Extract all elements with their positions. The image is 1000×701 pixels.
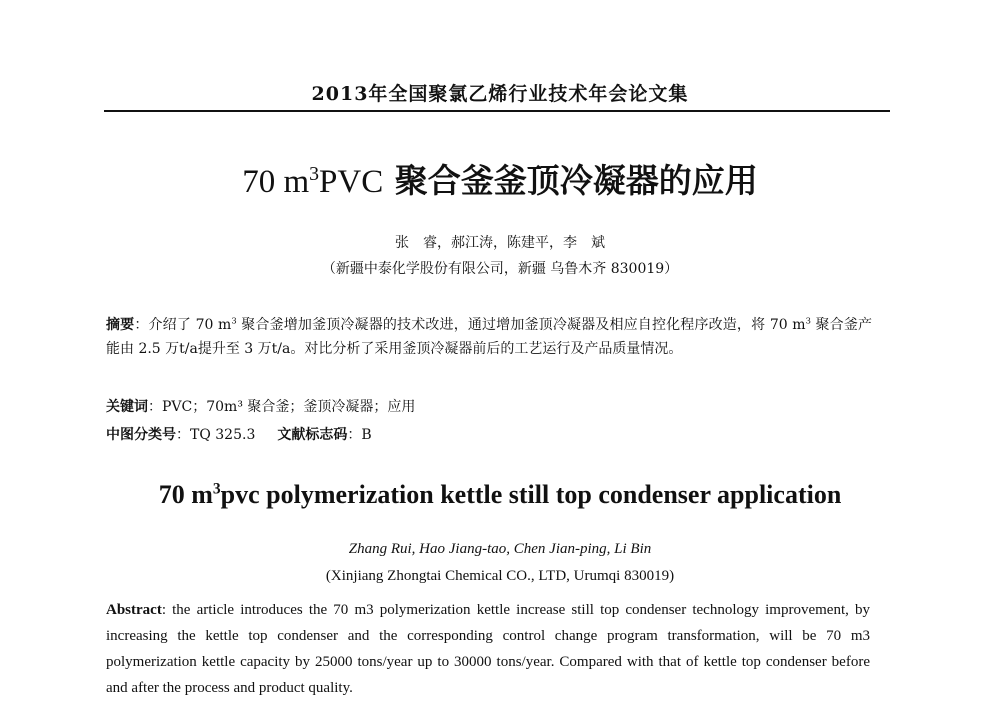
keywords-sep: ： [148,399,162,415]
chinese-abstract-text-b: 聚合釜增加釜顶冷凝器的技术改进，通过增加釜顶冷凝器及相应自控化程序改造，将 70 m [236,317,806,333]
keywords-text: PVC；70m³ 聚合釜；釜顶冷凝器；应用 [162,399,416,415]
classification-sep: ： [176,427,190,443]
classification-value: TQ 325.3 [190,427,256,443]
english-title-prefix: 70 m [158,480,213,509]
chinese-title [0,155,1000,202]
chinese-title-pvc: PVC [319,164,384,200]
english-affiliation: (Xinjiang Zhongtai Chemical CO., LTD, Urumqi 830019) [325,568,675,584]
chinese-abstract-label: 摘要 [106,317,135,333]
chinese-title-prefix: 70 m [242,164,310,200]
keywords-label: 关键词 [106,399,148,415]
english-title [0,480,1000,510]
header-rule [104,110,890,112]
chinese-abstract-text-a: 介绍了 70 m [148,317,232,333]
chinese-abstract-sup2: 3 [805,315,811,326]
document-code-label: 文献标志码 [277,427,348,443]
chinese-affiliation: （新疆中泰化学股份有限公司，新疆 乌鲁木齐 830019） [321,261,679,277]
chinese-title-sup: 3 [309,163,320,185]
chinese-abstract-text-c: 聚合釜产能由 2.5 万t/a提升至 3 万t/a。对比分析了采用釜顶冷凝器前后的工艺运行及产品质量情况。 [106,317,873,357]
english-title-sup: 3 [212,480,221,498]
english-abstract-text: the article introduces the 70 m3 polymerization kettle increase still top condenser technology improvement, by increasing the kettle top condenser and the corresponding control change program transformation, will be 70 m3 polymerization kettle capacity by 25000 tons/year up to 30000 tons/year. Compared with that of kettle top condenser before and after the process and product quality. [106,602,870,696]
chinese-title-text: 聚合釜釜顶冷凝器的应用 [383,161,758,200]
chinese-abstract-sep: ： [134,317,149,333]
running-header: 2013年全国聚氯乙烯行业技术年会论文集 [311,83,689,105]
document-code-value: B [361,427,372,443]
english-abstract-label: Abstract [106,602,162,618]
english-title-text: pvc polymerization kettle still top condenser application [220,480,842,509]
chinese-authors: 张 睿，郝江涛，陈建平，李 斌 [395,235,605,251]
chinese-keywords [106,396,415,416]
english-abstract-sep: : [161,602,173,618]
chinese-abstract-sup: 3 [231,315,237,326]
classification-line [106,424,372,444]
english-authors: Zhang Rui, Hao Jiang-tao, Chen Jian-ping, Li Bin [348,541,652,557]
chinese-abstract [106,313,872,361]
classification-label: 中图分类号 [106,427,176,443]
english-abstract [106,597,870,701]
document-code-sep: ： [347,427,362,443]
